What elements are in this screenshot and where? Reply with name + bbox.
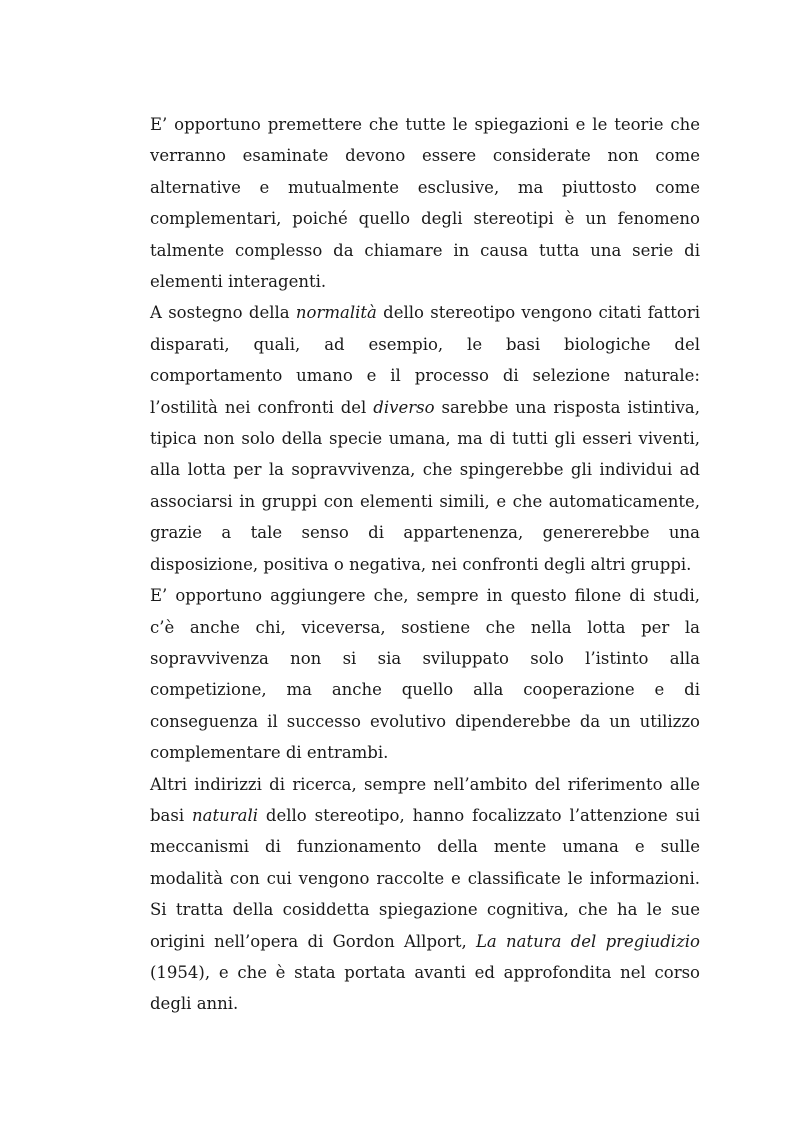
- italic-term-diverso: diverso: [373, 397, 435, 417]
- text-segment: E’ opportuno premettere che tutte le spiegazioni e le teorie che verranno esaminate devono essere considerate non come alternative e mutualmente esclusive, ma piuttosto come complementari, poiché quello degli stereotipi è un fenomeno talmente complesso da chiamare in causa tutta una serie di elementi interagenti.: [150, 115, 700, 292]
- book-title: La natura del pregiudizio: [475, 931, 700, 951]
- paragraph-3: [150, 580, 700, 768]
- text-segment: dello stereotipo, hanno focalizzato l’attenzione sui meccanismi di funzionamento della mente umana e sulle modalità con cui vengono raccolte e classificate le informazioni. Si tratta della cosiddetta spiegazione cognitiva, che ha le sue origini nell’opera di Gordon Allport,: [150, 805, 700, 951]
- paragraph-1: [150, 109, 700, 297]
- text-segment: (1954), e che è stata portata avanti ed approfondita nel corso degli anni.: [150, 962, 700, 1014]
- document-page: [150, 109, 700, 1020]
- text-segment: A sostegno della: [150, 303, 296, 323]
- paragraph-4: [150, 769, 700, 1020]
- italic-term-naturali: naturali: [192, 805, 259, 825]
- text-segment: Altri indirizzi di ricerca, sempre nell’ambito del riferimento alle basi: [150, 774, 700, 825]
- paragraph-2: [150, 297, 700, 580]
- text-segment: sarebbe una risposta istintiva, tipica non solo della specie umana, ma di tutti gli esseri viventi, alla lotta per la sopravvivenza, che spingerebbe gli individui ad associarsi in gruppi con elementi simili, e che automaticamente, grazie a tale senso di appartenenza, genererebbe una disposizione, positiva o negativa, nei confronti degli altri gruppi.: [150, 397, 700, 574]
- text-segment: E’ opportuno aggiungere che, sempre in questo filone di studi, c’è anche chi, viceversa, sostiene che nella lotta per la sopravvivenza non si sia sviluppato solo l’istinto alla competizione, ma anche quello alla cooperazione e di conseguenza il successo evolutivo dipenderebbe da un utilizzo complementare di entrambi.: [150, 586, 700, 763]
- text-segment: dello stereotipo vengono citati fattori disparati, quali, ad esempio, le basi biologiche del comportamento umano e il processo di selezione naturale: l’ostilità nei confronti del: [150, 303, 700, 417]
- italic-term-normalita: normalità: [295, 303, 377, 323]
